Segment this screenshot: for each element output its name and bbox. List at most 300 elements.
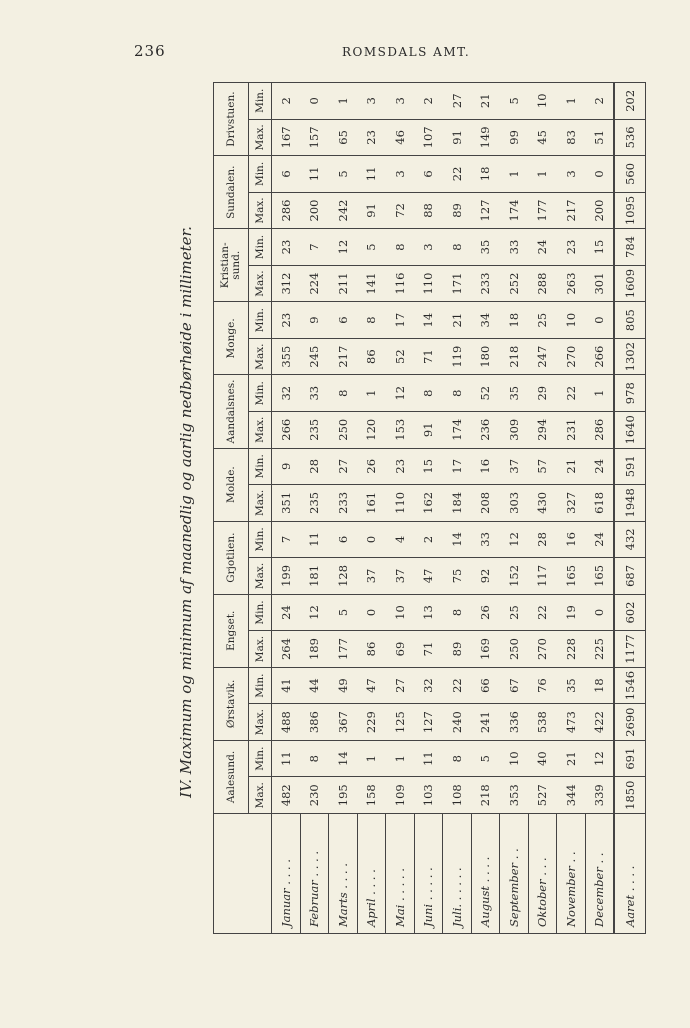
max-value: 241 bbox=[471, 704, 500, 741]
min-header: Min. bbox=[249, 667, 272, 704]
min-value: 2 bbox=[272, 83, 301, 120]
min-header: Min. bbox=[249, 229, 272, 266]
max-value: 618 bbox=[585, 485, 614, 522]
min-value: 11 bbox=[272, 740, 301, 777]
max-value: 167 bbox=[272, 119, 301, 156]
max-value: 294 bbox=[528, 411, 557, 448]
min-value: 22 bbox=[443, 156, 472, 193]
min-value: 2 bbox=[414, 521, 443, 558]
max-value: 240 bbox=[443, 704, 472, 741]
month-row bbox=[357, 83, 386, 934]
max-value: 91 bbox=[414, 411, 443, 448]
min-value: 9 bbox=[300, 302, 329, 339]
table-body bbox=[272, 83, 646, 934]
max-value: 527 bbox=[528, 777, 557, 814]
max-value: 125 bbox=[386, 704, 415, 741]
max-value: 217 bbox=[329, 338, 358, 375]
min-value: 33 bbox=[300, 375, 329, 412]
min-value: 12 bbox=[300, 594, 329, 631]
max-value: 231 bbox=[557, 411, 586, 448]
min-value: 24 bbox=[585, 521, 614, 558]
max-value: 99 bbox=[500, 119, 529, 156]
max-value: 2690 bbox=[614, 704, 646, 741]
max-value: 127 bbox=[471, 192, 500, 229]
max-value: 149 bbox=[471, 119, 500, 156]
max-value: 327 bbox=[557, 485, 586, 522]
min-value: 805 bbox=[614, 302, 646, 339]
min-value: 26 bbox=[357, 448, 386, 485]
min-value: 12 bbox=[500, 521, 529, 558]
max-value: 309 bbox=[500, 411, 529, 448]
page-header bbox=[0, 42, 690, 66]
max-value: 180 bbox=[471, 338, 500, 375]
month-label: November . . bbox=[557, 814, 586, 934]
max-value: 189 bbox=[300, 631, 329, 668]
max-value: 339 bbox=[585, 777, 614, 814]
max-value: 128 bbox=[329, 558, 358, 595]
min-value: 10 bbox=[500, 740, 529, 777]
max-value: 47 bbox=[414, 558, 443, 595]
min-value: 34 bbox=[471, 302, 500, 339]
max-value: 1177 bbox=[614, 631, 646, 668]
min-value: 784 bbox=[614, 229, 646, 266]
max-header: Max. bbox=[249, 411, 272, 448]
station-header: Molde. bbox=[214, 448, 249, 521]
month-row bbox=[443, 83, 472, 934]
min-value: 8 bbox=[329, 375, 358, 412]
min-value: 18 bbox=[500, 302, 529, 339]
month-row bbox=[500, 83, 529, 934]
max-value: 107 bbox=[414, 119, 443, 156]
max-value: 536 bbox=[614, 119, 646, 156]
min-value: 1 bbox=[528, 156, 557, 193]
max-value: 312 bbox=[272, 265, 301, 302]
max-header: Max. bbox=[249, 192, 272, 229]
rotated-table-container bbox=[213, 82, 637, 934]
max-header: Max. bbox=[249, 558, 272, 595]
max-value: 200 bbox=[300, 192, 329, 229]
max-value: 336 bbox=[500, 704, 529, 741]
min-value: 66 bbox=[471, 667, 500, 704]
min-value: 11 bbox=[357, 156, 386, 193]
max-value: 158 bbox=[357, 777, 386, 814]
min-value: 52 bbox=[471, 375, 500, 412]
min-value: 0 bbox=[357, 521, 386, 558]
max-value: 184 bbox=[443, 485, 472, 522]
min-header: Min. bbox=[249, 375, 272, 412]
max-value: 1609 bbox=[614, 265, 646, 302]
min-value: 202 bbox=[614, 83, 646, 120]
min-value: 9 bbox=[272, 448, 301, 485]
max-value: 245 bbox=[300, 338, 329, 375]
max-value: 1095 bbox=[614, 192, 646, 229]
month-label: Aaret . . . . bbox=[614, 814, 646, 934]
min-value: 32 bbox=[272, 375, 301, 412]
min-header: Min. bbox=[249, 302, 272, 339]
min-value: 10 bbox=[528, 83, 557, 120]
max-value: 65 bbox=[329, 119, 358, 156]
max-value: 91 bbox=[443, 119, 472, 156]
month-label: Juni . . . . . bbox=[414, 814, 443, 934]
month-row bbox=[386, 83, 415, 934]
month-label: Juli. . . . . . bbox=[443, 814, 472, 934]
max-value: 37 bbox=[386, 558, 415, 595]
min-value: 1 bbox=[557, 83, 586, 120]
min-value: 32 bbox=[414, 667, 443, 704]
month-label: Februar . . . . bbox=[300, 814, 329, 934]
min-value: 15 bbox=[414, 448, 443, 485]
max-value: 430 bbox=[528, 485, 557, 522]
min-value: 6 bbox=[272, 156, 301, 193]
min-value: 3 bbox=[557, 156, 586, 193]
month-row bbox=[557, 83, 586, 934]
max-value: 1850 bbox=[614, 777, 646, 814]
max-value: 286 bbox=[585, 411, 614, 448]
max-value: 174 bbox=[443, 411, 472, 448]
min-value: 35 bbox=[557, 667, 586, 704]
min-value: 3 bbox=[386, 83, 415, 120]
max-value: 355 bbox=[272, 338, 301, 375]
max-value: 344 bbox=[557, 777, 586, 814]
min-value: 7 bbox=[272, 521, 301, 558]
max-value: 228 bbox=[557, 631, 586, 668]
month-label: Januar . . . . bbox=[272, 814, 301, 934]
max-value: 270 bbox=[528, 631, 557, 668]
min-value: 1 bbox=[357, 740, 386, 777]
max-value: 161 bbox=[357, 485, 386, 522]
min-value: 22 bbox=[557, 375, 586, 412]
min-value: 23 bbox=[386, 448, 415, 485]
min-value: 1 bbox=[585, 375, 614, 412]
max-value: 266 bbox=[585, 338, 614, 375]
min-value: 15 bbox=[585, 229, 614, 266]
month-label: April . . . . bbox=[357, 814, 386, 934]
max-value: 177 bbox=[528, 192, 557, 229]
station-header: Engset. bbox=[214, 594, 249, 667]
month-row bbox=[300, 83, 329, 934]
max-value: 46 bbox=[386, 119, 415, 156]
max-header: Max. bbox=[249, 704, 272, 741]
max-value: 181 bbox=[300, 558, 329, 595]
station-header-row bbox=[214, 83, 249, 934]
month-label: December . . bbox=[585, 814, 614, 934]
max-value: 199 bbox=[272, 558, 301, 595]
min-value: 23 bbox=[557, 229, 586, 266]
min-value: 8 bbox=[386, 229, 415, 266]
max-value: 157 bbox=[300, 119, 329, 156]
min-value: 8 bbox=[443, 375, 472, 412]
min-value: 2 bbox=[414, 83, 443, 120]
min-value: 27 bbox=[443, 83, 472, 120]
max-value: 89 bbox=[443, 631, 472, 668]
min-value: 33 bbox=[500, 229, 529, 266]
max-value: 1640 bbox=[614, 411, 646, 448]
min-value: 14 bbox=[443, 521, 472, 558]
max-value: 69 bbox=[386, 631, 415, 668]
max-header: Max. bbox=[249, 338, 272, 375]
max-value: 351 bbox=[272, 485, 301, 522]
month-label: September . . bbox=[500, 814, 529, 934]
min-value: 44 bbox=[300, 667, 329, 704]
min-value: 602 bbox=[614, 594, 646, 631]
min-value: 7 bbox=[300, 229, 329, 266]
min-value: 8 bbox=[357, 302, 386, 339]
max-value: 71 bbox=[414, 631, 443, 668]
station-header: Aalesund. bbox=[214, 740, 249, 813]
max-value: 250 bbox=[500, 631, 529, 668]
min-value: 67 bbox=[500, 667, 529, 704]
year-total-row bbox=[614, 83, 646, 934]
max-value: 162 bbox=[414, 485, 443, 522]
maxmin-header-row bbox=[249, 83, 272, 934]
station-header: Grjotlien. bbox=[214, 521, 249, 594]
max-value: 303 bbox=[500, 485, 529, 522]
min-value: 12 bbox=[386, 375, 415, 412]
max-value: 225 bbox=[585, 631, 614, 668]
min-value: 35 bbox=[500, 375, 529, 412]
min-header: Min. bbox=[249, 156, 272, 193]
page-heading: ROMSDALS AMT. bbox=[342, 45, 471, 59]
max-value: 233 bbox=[329, 485, 358, 522]
max-header: Max. bbox=[249, 631, 272, 668]
station-header: Monge. bbox=[214, 302, 249, 375]
min-value: 27 bbox=[329, 448, 358, 485]
max-value: 687 bbox=[614, 558, 646, 595]
max-value: 71 bbox=[414, 338, 443, 375]
min-header: Min. bbox=[249, 740, 272, 777]
min-value: 26 bbox=[471, 594, 500, 631]
min-value: 19 bbox=[557, 594, 586, 631]
station-header: Ørstavik. bbox=[214, 667, 249, 740]
max-value: 473 bbox=[557, 704, 586, 741]
min-value: 28 bbox=[528, 521, 557, 558]
max-value: 386 bbox=[300, 704, 329, 741]
max-value: 263 bbox=[557, 265, 586, 302]
max-value: 250 bbox=[329, 411, 358, 448]
min-value: 14 bbox=[329, 740, 358, 777]
min-value: 57 bbox=[528, 448, 557, 485]
min-value: 8 bbox=[443, 229, 472, 266]
max-value: 165 bbox=[585, 558, 614, 595]
min-header: Min. bbox=[249, 448, 272, 485]
min-header: Min. bbox=[249, 521, 272, 558]
min-value: 23 bbox=[272, 229, 301, 266]
min-value: 8 bbox=[443, 740, 472, 777]
max-value: 177 bbox=[329, 631, 358, 668]
min-value: 11 bbox=[300, 521, 329, 558]
min-value: 560 bbox=[614, 156, 646, 193]
max-value: 235 bbox=[300, 485, 329, 522]
min-value: 18 bbox=[471, 156, 500, 193]
max-value: 86 bbox=[357, 338, 386, 375]
max-value: 200 bbox=[585, 192, 614, 229]
min-value: 2 bbox=[585, 83, 614, 120]
min-value: 49 bbox=[329, 667, 358, 704]
max-value: 367 bbox=[329, 704, 358, 741]
min-value: 6 bbox=[414, 156, 443, 193]
min-value: 37 bbox=[500, 448, 529, 485]
max-header: Max. bbox=[249, 119, 272, 156]
max-value: 72 bbox=[386, 192, 415, 229]
max-value: 422 bbox=[585, 704, 614, 741]
max-value: 538 bbox=[528, 704, 557, 741]
max-value: 91 bbox=[357, 192, 386, 229]
min-value: 47 bbox=[357, 667, 386, 704]
min-value: 3 bbox=[357, 83, 386, 120]
min-header: Min. bbox=[249, 83, 272, 120]
min-value: 3 bbox=[386, 156, 415, 193]
min-value: 432 bbox=[614, 521, 646, 558]
min-value: 21 bbox=[443, 302, 472, 339]
max-value: 218 bbox=[471, 777, 500, 814]
max-value: 89 bbox=[443, 192, 472, 229]
max-value: 1948 bbox=[614, 485, 646, 522]
min-value: 0 bbox=[585, 302, 614, 339]
month-row bbox=[329, 83, 358, 934]
max-value: 288 bbox=[528, 265, 557, 302]
max-value: 224 bbox=[300, 265, 329, 302]
max-value: 230 bbox=[300, 777, 329, 814]
month-row bbox=[414, 83, 443, 934]
max-value: 88 bbox=[414, 192, 443, 229]
max-value: 233 bbox=[471, 265, 500, 302]
max-value: 110 bbox=[386, 485, 415, 522]
min-value: 10 bbox=[557, 302, 586, 339]
min-value: 29 bbox=[528, 375, 557, 412]
min-value: 8 bbox=[300, 740, 329, 777]
max-value: 110 bbox=[414, 265, 443, 302]
min-value: 33 bbox=[471, 521, 500, 558]
min-value: 5 bbox=[329, 594, 358, 631]
month-label: Mai . . . . . bbox=[386, 814, 415, 934]
min-value: 17 bbox=[443, 448, 472, 485]
max-value: 208 bbox=[471, 485, 500, 522]
min-value: 21 bbox=[557, 448, 586, 485]
min-value: 3 bbox=[414, 229, 443, 266]
min-value: 5 bbox=[357, 229, 386, 266]
min-value: 17 bbox=[386, 302, 415, 339]
min-value: 691 bbox=[614, 740, 646, 777]
min-value: 1 bbox=[329, 83, 358, 120]
station-header: Drivstuen. bbox=[214, 83, 249, 156]
max-header: Max. bbox=[249, 777, 272, 814]
min-value: 76 bbox=[528, 667, 557, 704]
max-value: 247 bbox=[528, 338, 557, 375]
min-header: Min. bbox=[249, 594, 272, 631]
table-caption: IV. Maximum og minimum af maanedlig og aarlig nedbørhøide i millimeter. bbox=[177, 226, 195, 798]
max-value: 229 bbox=[357, 704, 386, 741]
min-value: 35 bbox=[471, 229, 500, 266]
min-value: 28 bbox=[300, 448, 329, 485]
min-value: 1 bbox=[386, 740, 415, 777]
min-value: 21 bbox=[471, 83, 500, 120]
min-value: 11 bbox=[414, 740, 443, 777]
min-value: 18 bbox=[585, 667, 614, 704]
min-value: 1546 bbox=[614, 667, 646, 704]
max-value: 266 bbox=[272, 411, 301, 448]
max-value: 92 bbox=[471, 558, 500, 595]
station-header: Sundalen. bbox=[214, 156, 249, 229]
max-value: 264 bbox=[272, 631, 301, 668]
min-value: 0 bbox=[357, 594, 386, 631]
month-label: Marts . . . . bbox=[329, 814, 358, 934]
min-value: 12 bbox=[329, 229, 358, 266]
max-value: 236 bbox=[471, 411, 500, 448]
max-value: 171 bbox=[443, 265, 472, 302]
min-value: 11 bbox=[300, 156, 329, 193]
max-value: 488 bbox=[272, 704, 301, 741]
max-value: 23 bbox=[357, 119, 386, 156]
max-value: 109 bbox=[386, 777, 415, 814]
min-value: 591 bbox=[614, 448, 646, 485]
min-value: 4 bbox=[386, 521, 415, 558]
max-value: 152 bbox=[500, 558, 529, 595]
min-value: 22 bbox=[443, 667, 472, 704]
page-number: 236 bbox=[134, 42, 166, 60]
max-value: 119 bbox=[443, 338, 472, 375]
min-value: 13 bbox=[414, 594, 443, 631]
max-value: 141 bbox=[357, 265, 386, 302]
max-value: 127 bbox=[414, 704, 443, 741]
min-value: 16 bbox=[557, 521, 586, 558]
station-header: Aandalsnes. bbox=[214, 375, 249, 448]
max-value: 252 bbox=[500, 265, 529, 302]
min-value: 27 bbox=[386, 667, 415, 704]
min-value: 1 bbox=[357, 375, 386, 412]
max-value: 86 bbox=[357, 631, 386, 668]
min-value: 10 bbox=[386, 594, 415, 631]
min-value: 21 bbox=[557, 740, 586, 777]
month-row bbox=[471, 83, 500, 934]
min-value: 41 bbox=[272, 667, 301, 704]
min-value: 5 bbox=[329, 156, 358, 193]
min-value: 12 bbox=[585, 740, 614, 777]
min-value: 6 bbox=[329, 302, 358, 339]
max-value: 242 bbox=[329, 192, 358, 229]
max-value: 301 bbox=[585, 265, 614, 302]
month-label: Oktober . . . bbox=[528, 814, 557, 934]
max-value: 116 bbox=[386, 265, 415, 302]
month-row bbox=[585, 83, 614, 934]
max-value: 120 bbox=[357, 411, 386, 448]
min-value: 8 bbox=[414, 375, 443, 412]
max-value: 211 bbox=[329, 265, 358, 302]
min-value: 24 bbox=[272, 594, 301, 631]
month-row bbox=[272, 83, 301, 934]
max-value: 353 bbox=[500, 777, 529, 814]
max-header: Max. bbox=[249, 265, 272, 302]
max-value: 195 bbox=[329, 777, 358, 814]
min-value: 5 bbox=[500, 83, 529, 120]
max-value: 217 bbox=[557, 192, 586, 229]
min-value: 24 bbox=[585, 448, 614, 485]
max-value: 103 bbox=[414, 777, 443, 814]
max-value: 270 bbox=[557, 338, 586, 375]
month-row bbox=[528, 83, 557, 934]
min-value: 16 bbox=[471, 448, 500, 485]
min-value: 25 bbox=[528, 302, 557, 339]
min-value: 0 bbox=[585, 594, 614, 631]
max-value: 117 bbox=[528, 558, 557, 595]
station-header: Kristian-sund. bbox=[214, 229, 249, 302]
max-value: 286 bbox=[272, 192, 301, 229]
min-value: 1 bbox=[500, 156, 529, 193]
max-value: 235 bbox=[300, 411, 329, 448]
min-value: 14 bbox=[414, 302, 443, 339]
max-value: 52 bbox=[386, 338, 415, 375]
min-value: 6 bbox=[329, 521, 358, 558]
max-value: 51 bbox=[585, 119, 614, 156]
